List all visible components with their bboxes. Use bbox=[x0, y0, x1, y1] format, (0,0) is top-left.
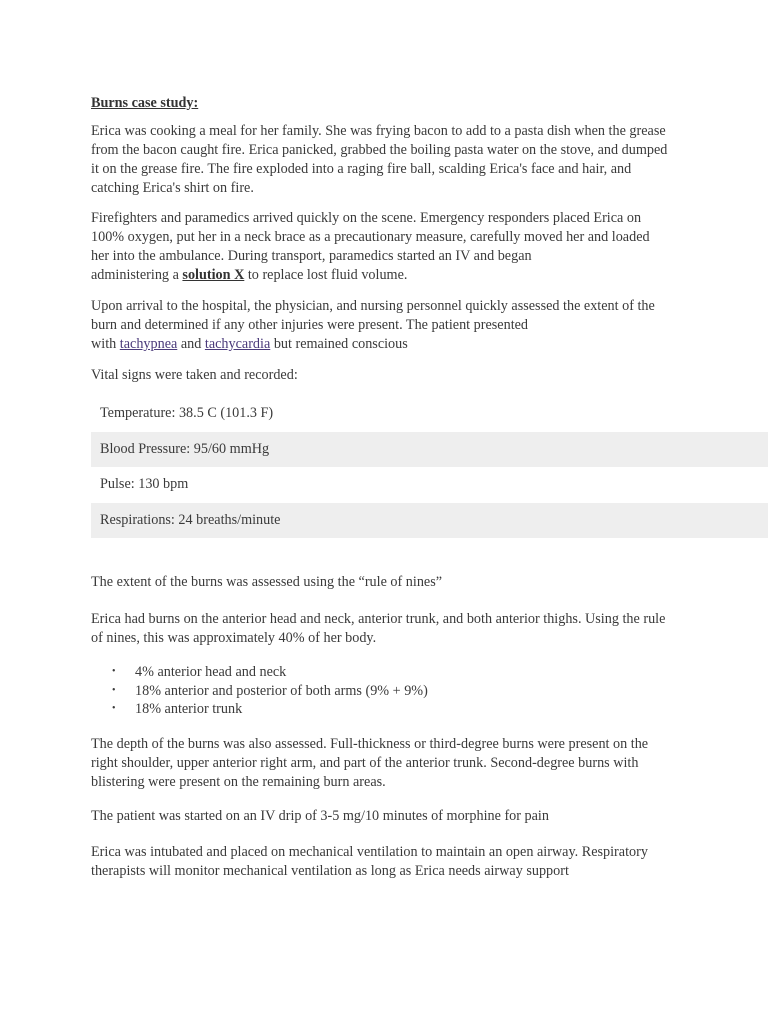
paragraph-intubation bbox=[91, 843, 731, 881]
text-line: of nines, this was approximately 40% of her body. bbox=[91, 630, 377, 646]
bullet-icon: • bbox=[112, 684, 116, 696]
text-line: Erica was cooking a meal for her family. She was frying bacon to add to a pasta dish when the grease bbox=[91, 123, 666, 139]
text-line: Upon arrival to the hospital, the physician, and nursing personnel quickly assessed the extent of the bbox=[91, 298, 655, 314]
list-item bbox=[91, 682, 428, 701]
tachycardia-link[interactable]: tachycardia bbox=[204, 336, 271, 352]
text-segment: and bbox=[177, 336, 205, 352]
text-line: Erica was intubated and placed on mechanical ventilation to maintain an open airway. Respiratory bbox=[91, 844, 648, 860]
text-segment: but remained conscious bbox=[270, 336, 408, 352]
vital-row-respirations: Respirations: 24 breaths/minute bbox=[91, 503, 768, 539]
text-line: it on the grease fire. The fire exploded into a raging fire ball, scalding Erica's face and hair, and bbox=[91, 161, 632, 177]
text-line: therapists will monitor mechanical ventilation as long as Erica needs airway support bbox=[91, 863, 569, 879]
bullet-icon: • bbox=[112, 703, 116, 714]
list-item-text: 18% anterior trunk bbox=[135, 701, 243, 717]
list-item-text: 4% anterior head and neck bbox=[135, 664, 287, 680]
text-line bbox=[91, 335, 731, 354]
text-segment: with bbox=[91, 336, 120, 352]
list-item bbox=[91, 663, 428, 682]
case-study-title: Burns case study: bbox=[91, 95, 199, 111]
vital-row-blood-pressure: Blood Pressure: 95/60 mmHg bbox=[91, 432, 768, 468]
text-line: The depth of the burns was also assessed. Full-thickness or third-degree burns were present on the bbox=[91, 736, 649, 752]
paragraph-burn-depth bbox=[91, 735, 731, 792]
paragraph-paramedics bbox=[91, 209, 731, 285]
burn-area-list bbox=[91, 663, 428, 719]
text-line: 100% oxygen, put her in a neck brace as a precautionary measure, carefully moved her and loaded bbox=[91, 229, 650, 245]
solution-x-emphasis: solution X bbox=[182, 267, 245, 283]
text-line: blistering were present on the remaining burn areas. bbox=[91, 774, 386, 790]
paragraph-burn-extent bbox=[91, 610, 731, 648]
text-line: right shoulder, upper anterior right arm, and part of the anterior trunk. Second-degree burns with bbox=[91, 755, 639, 771]
paragraph-cooking-incident bbox=[91, 122, 731, 198]
paragraph-rule-of-nines: The extent of the burns was assessed using the “rule of nines” bbox=[91, 574, 443, 590]
text-line bbox=[91, 266, 731, 285]
text-line: catching Erica's shirt on fire. bbox=[91, 180, 254, 196]
tachypnea-link[interactable]: tachypnea bbox=[119, 336, 178, 352]
vital-row-temperature: Temperature: 38.5 C (101.3 F) bbox=[100, 405, 274, 421]
bullet-icon: • bbox=[112, 666, 116, 677]
list-item-text: 18% anterior and posterior of both arms (9% + 9%) bbox=[135, 682, 428, 699]
vital-signs-table bbox=[91, 396, 768, 538]
text-line: from the bacon caught fire. Erica panicked, grabbed the boiling pasta water on the stove, and dumped bbox=[91, 142, 668, 158]
vitals-intro: Vital signs were taken and recorded: bbox=[91, 367, 298, 383]
paragraph-hospital-arrival bbox=[91, 297, 731, 354]
text-line: Firefighters and paramedics arrived quickly on the scene. Emergency responders placed Erica on bbox=[91, 210, 642, 226]
text-line: burn and determined if any other injuries were present. The patient presented bbox=[91, 317, 529, 333]
text-segment: administering a bbox=[91, 267, 183, 283]
text-line: Erica had burns on the anterior head and neck, anterior trunk, and both anterior thighs. Using the rule bbox=[91, 611, 666, 627]
list-item bbox=[91, 700, 428, 719]
paragraph-morphine: The patient was started on an IV drip of 3-5 mg/10 minutes of morphine for pain bbox=[91, 808, 549, 824]
text-segment: to replace lost fluid volume. bbox=[244, 267, 408, 283]
vital-row-pulse: Pulse: 130 bpm bbox=[100, 476, 189, 492]
text-line: her into the ambulance. During transport, paramedics started an IV and began bbox=[91, 248, 532, 264]
